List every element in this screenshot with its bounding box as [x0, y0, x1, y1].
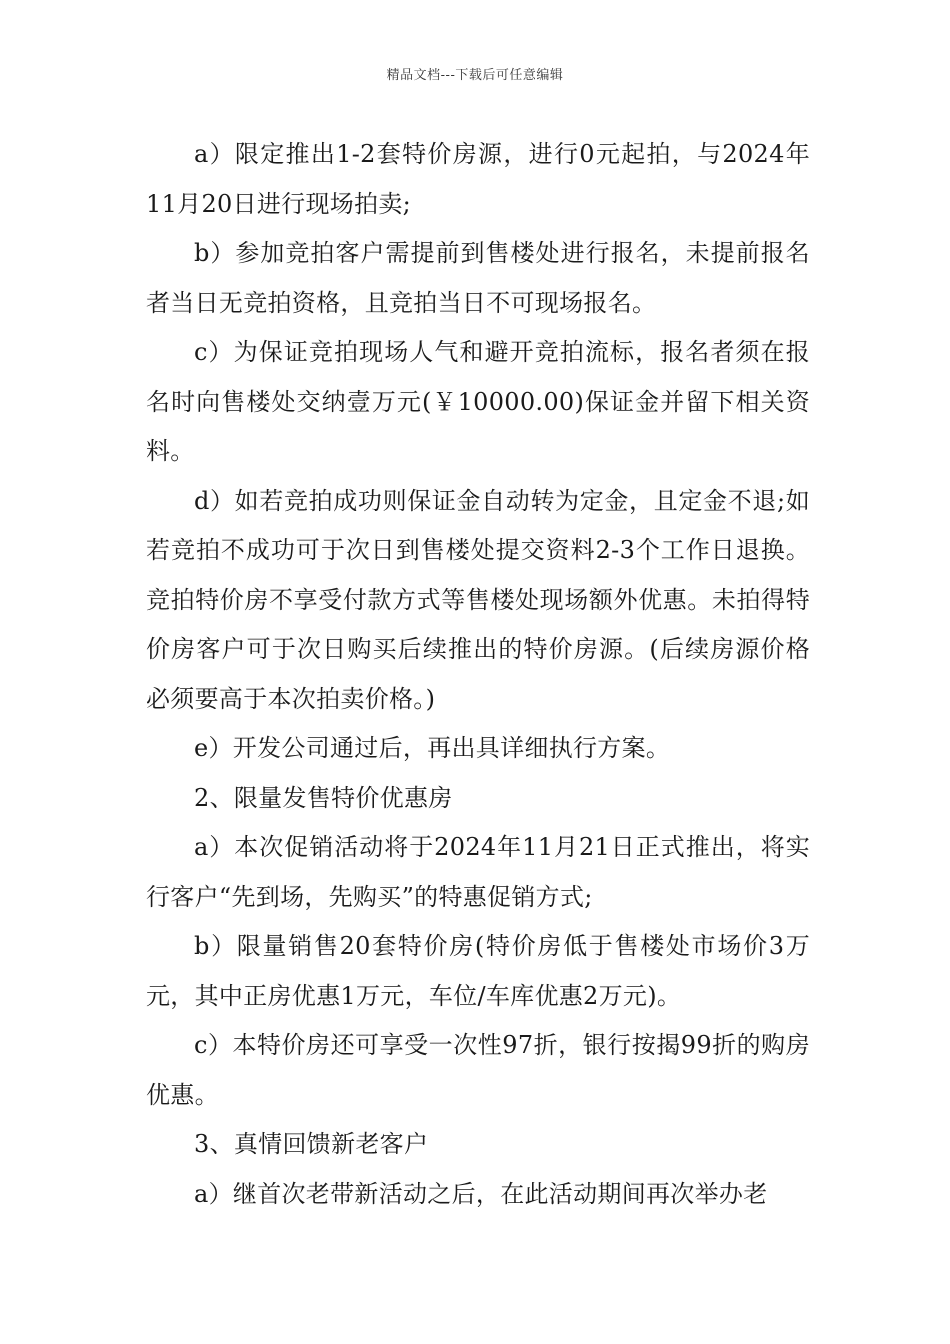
document-body	[146, 130, 810, 1219]
paragraph-auction-b: b）参加竞拍客户需提前到售楼处进行报名，未提前报名者当日无竞拍资格，且竞拍当日不可现场报名。	[146, 239, 810, 317]
paragraph-sale-a: a）本次促销活动将于2024年11月21日正式推出，将实行客户“先到场，先购买”的特惠促销方式;	[146, 833, 810, 911]
paragraph-auction-c: c）为保证竞拍现场人气和避开竞拍流标，报名者须在报名时向售楼处交纳壹万元(￥10000.00)保证金并留下相关资料。	[146, 338, 810, 465]
section-heading-2: 2、限量发售特价优惠房	[194, 783, 453, 812]
paragraph-auction-a: a）限定推出1-2套特价房源，进行0元起拍，与2024年11月20日进行现场拍卖;	[146, 140, 810, 218]
paragraph-feedback-a: a）继首次老带新活动之后，在此活动期间再次举办老	[194, 1179, 768, 1208]
paragraph-sale-b: b）限量销售20套特价房(特价房低于售楼处市场价3万元，其中正房优惠1万元，车位/车库优惠2万元)。	[146, 932, 810, 1010]
page-header: 精品文档---下载后可任意编辑	[386, 68, 564, 83]
paragraph-auction-e: e）开发公司通过后，再出具详细执行方案。	[194, 734, 671, 762]
paragraph-sale-c: c）本特价房还可享受一次性97折，银行按揭99折的购房优惠。	[146, 1031, 810, 1109]
section-heading-3: 3、真情回馈新老客户	[194, 1130, 429, 1158]
paragraph-auction-d: d）如若竞拍成功则保证金自动转为定金，且定金不退;如若竞拍不成功可于次日到售楼处提交资料2-3个工作日退换。竞拍特价房不享受付款方式等售楼处现场额外优惠。未拍得特价房客户可于次日购买后续推出的特价房源。(后续房源价格必须要高于本次拍卖价格。)	[146, 486, 810, 713]
